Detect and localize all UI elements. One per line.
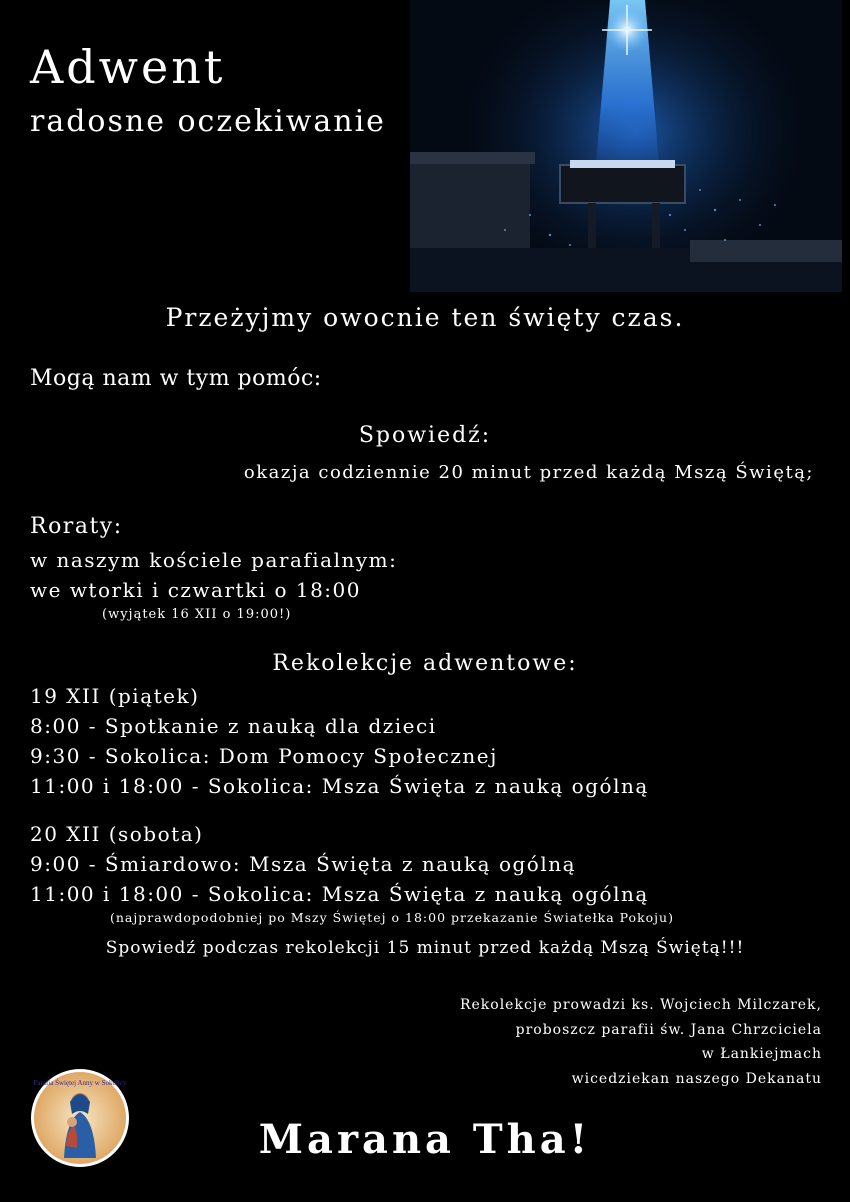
confession-heading: Spowiedź:	[358, 423, 492, 448]
page-title: Adwent	[30, 40, 226, 94]
page-subtitle: radosne oczekiwanie	[30, 104, 386, 139]
closing-text: Marana Tha!	[258, 1116, 592, 1163]
lead-text: Mogą nam w tym pomóc:	[30, 366, 322, 391]
schedule-item: 8:00 - Spotkanie z nauką dla dzieci	[30, 714, 437, 738]
retreat-heading: Rekolekcje adwentowe:	[272, 651, 578, 676]
logo-text: Parafia Świętej Anny w Sokolicy	[33, 1079, 127, 1087]
schedule-item: 9:00 - Śmiardowo: Msza Święta z nauką ogólną	[30, 852, 577, 876]
rorate-heading: Roraty:	[30, 514, 123, 539]
retreat-confession-note: Spowiedź podczas rekolekcji 15 minut przed każdą Mszą Świętą!!!	[105, 938, 745, 958]
rorate-line: we wtorki i czwartki o 18:00	[30, 578, 361, 602]
retreat-day-2-note: (najprawdopodobniej po Mszy Świętej o 18:00 przekazanie Światełka Pokoju)	[110, 910, 674, 925]
leader-line: Rekolekcje prowadzi ks. Wojciech Milczarek,	[459, 997, 822, 1013]
leader-line: w Łankiejmach	[701, 1046, 822, 1062]
leader-line: wicedziekan naszego Dekanatu	[571, 1070, 822, 1087]
schedule-item: 9:30 - Sokolica: Dom Pomocy Społecznej	[30, 744, 498, 768]
manger-photo	[410, 0, 842, 292]
rorate-line: w naszym kościele parafialnym:	[30, 548, 398, 572]
retreat-day-1-date: 19 XII (piątek)	[30, 684, 200, 708]
motto: Przeżyjmy owocnie ten święty czas.	[165, 303, 685, 332]
confession-text: okazja codziennie 20 minut przed każdą Mszą Świętą;	[243, 462, 814, 483]
leader-line: proboszcz parafii św. Jana Chrzciciela	[515, 1021, 822, 1038]
schedule-item: 11:00 i 18:00 - Sokolica: Msza Święta z nauką ogólną	[30, 774, 649, 798]
rorate-note: (wyjątek 16 XII o 19:00!)	[102, 607, 292, 622]
schedule-item: 11:00 i 18:00 - Sokolica: Msza Święta z nauką ogólną	[30, 882, 649, 906]
leader-info	[460, 993, 822, 1091]
retreat-day-2-date: 20 XII (sobota)	[30, 822, 204, 846]
